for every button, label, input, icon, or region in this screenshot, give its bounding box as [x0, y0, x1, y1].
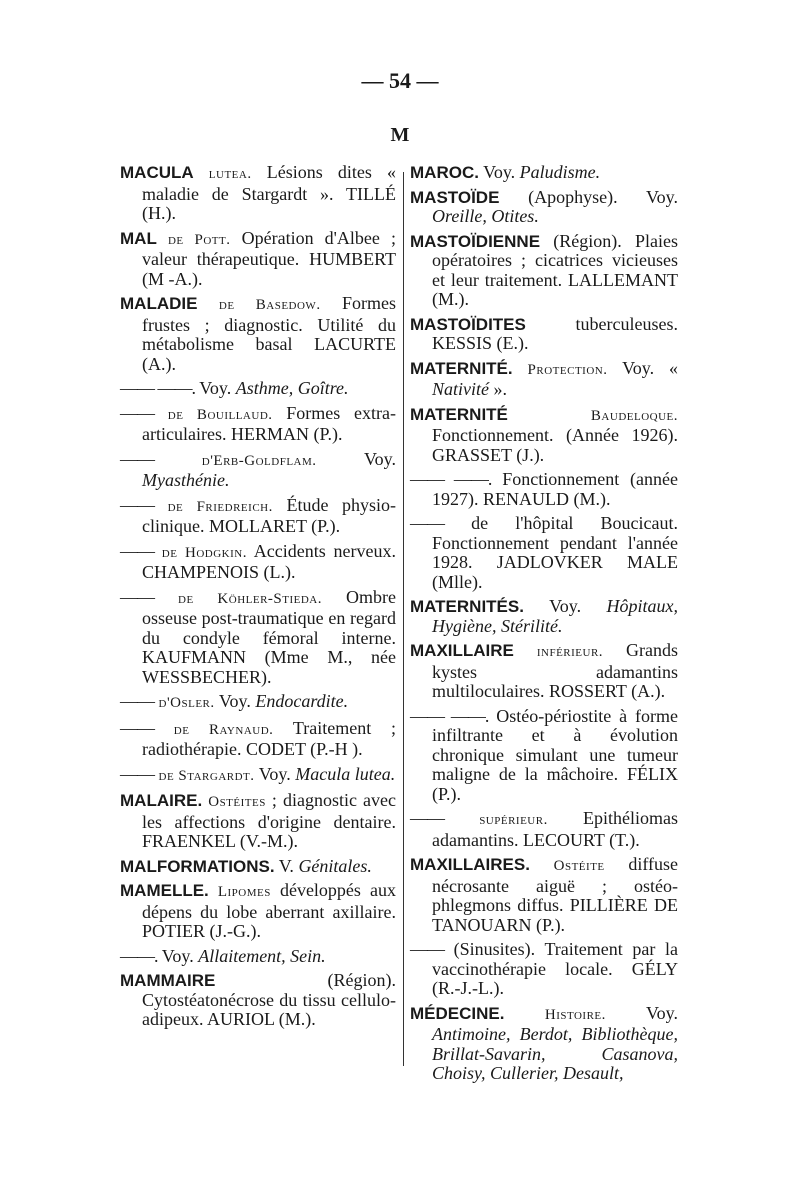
- entry-headword: MAL: [120, 228, 157, 248]
- entry-subheading: Baudeloque.: [590, 407, 678, 424]
- repeat-dash: ——: [120, 540, 154, 561]
- entry-reference: Nativité: [432, 379, 489, 399]
- entry-text: développés aux dépens du lobe aberrant axillaire. POTIER (J.-G.).: [142, 880, 396, 941]
- index-entry: [120, 719, 396, 760]
- entry-subheading: d'Erb-Goldflam.: [201, 452, 317, 469]
- entry-headword: MATERNITÉ.: [410, 358, 513, 378]
- index-entry: [410, 163, 678, 183]
- entry-headword: MAMELLE.: [120, 881, 209, 900]
- index-entry: [410, 707, 678, 805]
- column-divider: [403, 172, 404, 1066]
- entry-subheading: Lipomes: [217, 884, 271, 900]
- entry-text: (Région). Plaies opératoires ; cicatrices vicieuses et leur traitement. LALLEMANT (M.).: [432, 230, 678, 309]
- entry-text: Opération d'Albee ; valeur thérapeutique. HUMBERT (M -A.).: [142, 227, 397, 289]
- index-entry: [410, 405, 678, 466]
- entry-headword: MALAIRE.: [120, 791, 203, 810]
- index-entry: [120, 765, 396, 787]
- entry-reference: Antimoine, Berdot, Bibliothèque, Brillat-Savarin, Casanova, Choisy, Cullerier, Desault,: [432, 1024, 678, 1083]
- entry-subheading: de Stargardt.: [158, 767, 255, 784]
- entry-text: Epithéliomas adamantins. LECOURT (T.).: [432, 808, 679, 850]
- entry-text: Accidents nerveux. CHAMPENOIS (L.).: [142, 540, 396, 582]
- index-entry: [120, 791, 396, 852]
- page-number: — 54 —: [361, 68, 439, 93]
- entry-headword: MAXILLAIRES.: [410, 855, 530, 874]
- entry-headword: MASTOÏDE: [410, 187, 500, 207]
- entry-headword: MAMMAIRE: [120, 971, 216, 990]
- repeat-dash: ——: [410, 513, 444, 533]
- entry-headword: MAROC.: [410, 163, 479, 182]
- entry-headword: MÉDECINE.: [410, 1003, 505, 1023]
- entry-subheading: supérieur.: [479, 812, 548, 828]
- entry-headword: MATERNITÉS.: [410, 597, 524, 616]
- index-entry: [120, 163, 396, 224]
- index-entry: [120, 588, 396, 688]
- entry-text: Traitement ; radiothérapie. CODET (P.-H ).: [142, 717, 396, 759]
- entry-headword: MASTOÏDITES: [410, 314, 526, 334]
- entry-text: Grands kystes adamantins multiloculaires. ROSSERT (A.).: [432, 640, 678, 701]
- repeat-dash: ——: [120, 691, 154, 711]
- repeat-dash: ——: [120, 494, 154, 515]
- entry-text: Fonctionnement (année 1927). RENAULD (M.).: [432, 469, 679, 509]
- entry-text: (Apophyse). Voy.: [528, 186, 678, 207]
- entry-text: Fonctionnement. (Année 1926). GRASSET (J.).: [432, 425, 678, 465]
- entry-subheading: de Friedreich.: [167, 498, 273, 515]
- entry-text: Formes frustes ; diagnostic. Utilité du métabolisme basal LACURTE (A.).: [142, 293, 397, 374]
- entry-text: Voy. «: [622, 357, 678, 378]
- entry-reference: Hôpitaux, Hygiène, Stérilité.: [432, 596, 678, 636]
- index-entry: [120, 947, 396, 967]
- entry-reference: Allaitement, Sein.: [198, 945, 326, 966]
- entry-headword: MATERNITÉ: [410, 404, 508, 424]
- entry-text: Ostéo-périostite à forme infiltrante et à évolution chronique simulant une tumeur maligne de la mâchoire. FÉLIX (P.).: [432, 705, 678, 804]
- index-entry: [120, 692, 396, 714]
- repeat-dash: ——.: [120, 945, 158, 966]
- entry-text: diffuse nécrosante aiguë ; ostéo-phlegmons diffus. PILLIÈRE DE TANOUARN (P.).: [432, 854, 678, 935]
- index-entry: [120, 496, 396, 537]
- entry-subheading: de Basedow.: [218, 297, 321, 313]
- repeat-dash: ——: [410, 939, 444, 959]
- entry-reference: Macula lutea.: [295, 763, 396, 784]
- entry-headword: MALFORMATIONS.: [120, 856, 275, 876]
- entry-subheading: de Pott.: [167, 231, 231, 248]
- entry-text: Voy.: [483, 162, 516, 182]
- entry-text: Voy.: [199, 378, 232, 398]
- entry-text: Ombre osseuse post-traumatique en regard du condyle fémoral interne. KAUFMANN (Mme M., née WESSBECHER).: [142, 586, 397, 687]
- entry-subheading: Protection.: [527, 361, 608, 378]
- entry-reference: Oreille, Otites.: [432, 206, 539, 226]
- right-column: [410, 163, 678, 1089]
- index-entry: [120, 379, 396, 399]
- index-entry: [410, 359, 678, 400]
- left-column: [120, 163, 396, 1035]
- entry-text: V.: [278, 855, 294, 876]
- entry-text: Voy.: [645, 1002, 678, 1023]
- index-entry: [410, 1004, 678, 1084]
- entry-reference: Endocardite.: [255, 691, 349, 711]
- repeat-dash: ——: [410, 808, 444, 828]
- index-entry: [410, 188, 678, 227]
- entry-reference: Myasthénie.: [142, 470, 230, 490]
- entry-text: Voy.: [218, 691, 251, 711]
- entry-subheading: lutea.: [208, 166, 252, 182]
- entry-headword: MACULA: [120, 163, 194, 182]
- entry-text: tuberculeuses. KESSIS (E.).: [432, 313, 678, 353]
- index-entry: [410, 514, 678, 592]
- repeat-dash: —— ——.: [410, 705, 489, 726]
- index-entry: [410, 315, 678, 354]
- entry-subheading: inférieur.: [536, 644, 604, 660]
- entry-text-end: ».: [493, 379, 507, 399]
- entry-reference: Génitales.: [298, 855, 372, 876]
- entry-text: Lésions dites « maladie de Stargardt ». TILLÉ (H.).: [142, 162, 396, 223]
- index-entry: [120, 404, 396, 445]
- repeat-dash: —— ——.: [410, 469, 492, 489]
- entry-text: Voy.: [549, 596, 582, 616]
- index-entry: [410, 470, 678, 509]
- entry-text: de l'hôpital Boucicaut. Fonctionnement pendant l'année 1928. JADLOVKER MALE (Mlle).: [432, 513, 679, 592]
- entry-text: Voy.: [363, 448, 396, 469]
- repeat-dash: ——: [120, 448, 154, 469]
- entry-subheading: de Hodgkin.: [161, 544, 247, 561]
- entry-reference: Asthme, Goître.: [235, 378, 349, 398]
- index-entry: [120, 294, 396, 374]
- repeat-dash: ——: [120, 402, 154, 423]
- entry-text: Formes extra-articulaires. HERMAN (P.).: [142, 402, 397, 444]
- repeat-dash: ——: [120, 763, 154, 784]
- index-entry: [120, 229, 396, 290]
- index-entry: [120, 542, 396, 583]
- entry-text: (Sinusites). Traitement par la vaccinothérapie locale. GÉLY (R.-J.-L.).: [432, 939, 679, 998]
- index-entry: [410, 597, 678, 636]
- index-entry: [120, 857, 396, 877]
- index-entry: [410, 809, 678, 850]
- entry-reference: Paludisme.: [519, 162, 601, 182]
- repeat-dash: ——: [120, 717, 154, 738]
- entry-text: Voy.: [258, 763, 291, 784]
- entry-subheading: Ostéite: [553, 858, 605, 874]
- entry-text: ; diagnostic avec les affections d'origine dentaire. FRAENKEL (V.-M.).: [142, 790, 396, 851]
- repeat-dash: ——: [120, 586, 154, 607]
- entry-subheading: Histoire.: [544, 1006, 606, 1023]
- entry-subheading: de Köhler-Stieda.: [178, 590, 323, 607]
- entry-headword: MALADIE: [120, 294, 198, 313]
- entry-subheading: de Raynaud.: [173, 721, 274, 738]
- entry-text: Voy.: [161, 945, 194, 966]
- index-entry: [410, 855, 678, 935]
- section-letter: M: [390, 124, 410, 146]
- entry-headword: MAXILLAIRE: [410, 641, 514, 660]
- index-entry: [410, 641, 678, 702]
- repeat-dash: —— ——.: [120, 378, 195, 398]
- entry-subheading: Ostéites: [208, 794, 266, 810]
- entry-text: Étude physio-clinique. MOLLARET (P.).: [142, 494, 397, 536]
- index-entry: [410, 232, 678, 310]
- entry-headword: MASTOÏDIENNE: [410, 231, 541, 251]
- entry-text: (Région). Cytostéatonécrose du tissu cellulo-adipeux. AURIOL (M.).: [142, 970, 396, 1029]
- index-entry: [120, 450, 396, 491]
- entry-subheading: d'Osler.: [158, 695, 215, 711]
- index-entry: [410, 940, 678, 999]
- index-entry: [120, 881, 396, 942]
- index-entry: [120, 971, 396, 1030]
- entry-subheading: de Bouillaud.: [167, 406, 273, 423]
